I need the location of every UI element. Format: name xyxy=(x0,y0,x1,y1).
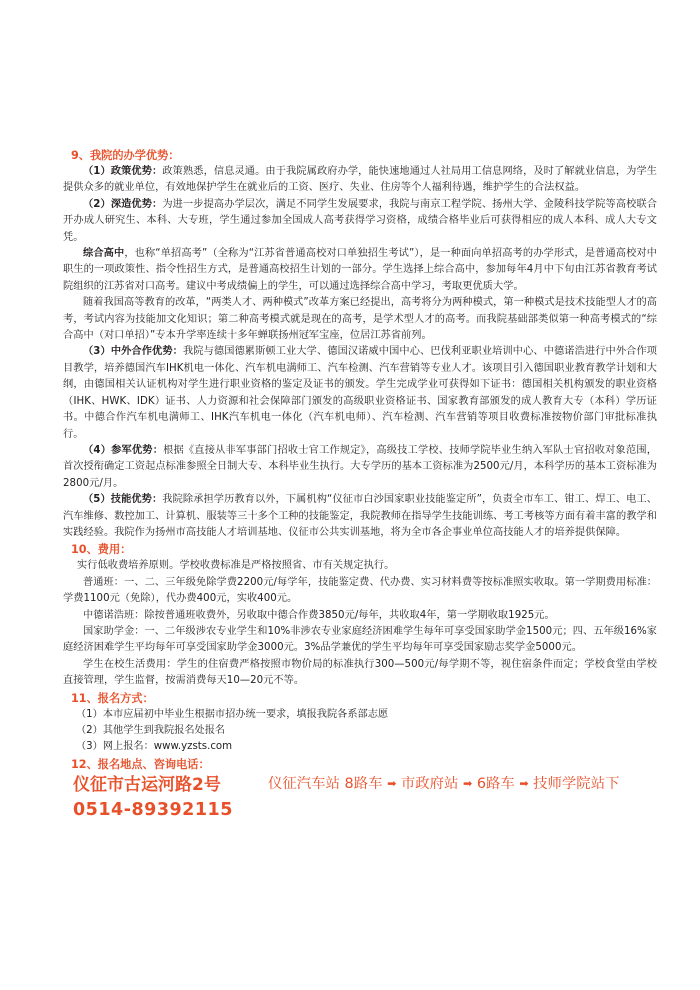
skills-advantage-text: 我院除承担学历教育以外，下属机构“仪征市白沙国家职业技能鉴定所”，负责全市车工、钳工、焊工、电工、汽车维修、数控加工、计算机、服装等三十多个工种的技能鉴定，我院教师在指导学生技能训练、考工考核等方面有着丰富的教学和实践经验。我院作为扬州市高技能人才培训基地、仪征市公共实训基地，将为全市各企事业单位高技能人才的培养提供保障。 xyxy=(63,494,658,538)
school-address: 仪征市古运河路2号 xyxy=(73,774,221,795)
skills-advantage-paragraph xyxy=(63,492,657,541)
route-stop: 市政府站 xyxy=(400,775,459,792)
registration-method-item: （2）其他学生到我院报名处报名 xyxy=(76,725,226,736)
foreign-cooperation-text: 我院与德国德累斯顿工业大学、德国汉诺威中国中心、巴伐利亚职业培训中心、中德诺浩进行中外合作项目教学，培养德国汽车IHK机电一体化、汽车机电满师工、汽车检测、汽车营销等专业人才。该项目引入德国职业教育教学计划和大纲，由德国相关认证机构对学生进行职业资格的鉴定及证书的颁发。学生完成学业可获得如下证书：德国相关机构颁发的职业资格（IHK、HWK、IDK）证书、人力资源和社会保障部门颁发的高级职业资格证书、国家教育部颁发的成人教育大专（本科）学历证书。中德合作汽车机电满师工、IHK汽车机电一体化（汽车机电师）、汽车检测、汽车营销等项目收费标准按物价部门审批标准执行。 xyxy=(63,346,657,440)
fee-principle-paragraph: 实行低收费培养原则。学校收费标准是严格按照省、市有关规定执行。 xyxy=(77,560,395,572)
registration-method-item: （3）网上报名：www.yzsts.com xyxy=(76,741,233,753)
registration-method-item: （1）本市应届初中毕业生根据市招办统一要求，填报我院各系部志愿 xyxy=(76,708,389,720)
address-row xyxy=(63,773,657,797)
further-study-paragraph xyxy=(63,197,657,246)
skills-advantage-label: （5）技能优势： xyxy=(83,494,163,506)
further-study-label: （2）深造优势： xyxy=(83,198,163,210)
bus-route xyxy=(268,773,619,795)
content-area xyxy=(63,147,657,823)
arrow-right-icon: ➡ xyxy=(387,776,397,790)
route-stop: 仪征汽车站 xyxy=(268,775,340,792)
section-11-heading: 11、报名方式： xyxy=(71,691,154,705)
comprehensive-high-school-paragraph xyxy=(63,246,657,295)
policy-advantage-text: 政策熟悉，信息灵通。由于我院属政府办学，能快速地通过人社局用工信息网络，及时了解就业信息，为学生提供众多的就业单位，有效地保护学生在就业后的工资、医疗、失业、住房等个人福利待遇，维护学生的合法权益。 xyxy=(63,166,657,194)
arrow-right-icon: ➡ xyxy=(463,776,473,790)
section-10-heading: 10、费用： xyxy=(71,543,132,557)
arrow-right-icon: ➡ xyxy=(519,776,529,790)
military-advantage-label: （4）参军优势： xyxy=(83,444,164,456)
military-advantage-paragraph xyxy=(63,443,657,492)
education-reform-paragraph: 随着我国高等教育的改革，“两类人才、两种模式”改革方案已经提出，高考将分为两种模式，第一种模式是技术技能型人才的高考，考试内容为技能加文化知识；第二种高考模式就是现在的高考，是学术型人才的高考。而我院基础部类似第一种高考模式的“综合高中（对口单招）”专本升学率连续十多年蝉联扬州冠军宝座，位居江苏省前列。 xyxy=(63,297,657,342)
route-bus: 8路车 xyxy=(344,775,383,792)
route-bus: 6路车 xyxy=(476,775,515,792)
further-study-text: 为进一步提高办学层次，满足不同学生发展要求，我院与南京工程学院、扬州大学、金陵科技学院等高校联合开办成人研究生、本科、大专班，学生通过参加全国成人高考获得学习资格，成绩合格毕业后可获得相应的成人本科、成人大专文凭。 xyxy=(63,198,657,243)
state-grant-paragraph: 国家助学金：一、二年级涉农专业学生和10%非涉农专业家庭经济困难学生每年可享受国家助学金1500元；四、五年级16%家庭经济困难学生平均每年可享受国家助学金3000元。3%品学兼优的学生平均每年可享受国家励志奖学金5000元。 xyxy=(63,625,657,654)
foreign-cooperation-paragraph xyxy=(63,344,657,442)
comprehensive-high-school-text: ，也称“单招高考”（全称为“江苏省普通高校对口单独招生考试”），是一种面向单招高考的办学形式，是普通高校对中职生的一项政策性、指令性招生方式，是普通高校招生计划的一部分。学生选择上综合高中，参加每年4月中下旬由江苏省教育考试院组织的江苏省对口高考。建议中考成绩偏上的学生，可以通过选择综合高中学习，考取更优质大学。 xyxy=(63,248,657,292)
living-cost-paragraph: 学生在校生活费用：学生的住宿费严格按照市物价局的标准执行300—500元/每学期不等，视住宿条件而定；学校食堂由学校直接管理，学生监督，按需消费每天10—20元不等。 xyxy=(63,658,657,687)
consult-phone: 0514-89392115 xyxy=(73,799,233,820)
policy-advantage-paragraph xyxy=(63,164,657,197)
military-advantage-text: 根据《直接从非军事部门招收士官工作规定》，高级技工学校、技师学院毕业生纳入军队士官招收对象范围，首次授衔确定工资起点标准参照全日制大专、本科毕业生执行。大专学历的基本工资标准为2500元/月，本科学历的基本工资标准为2800元/月。 xyxy=(63,444,657,489)
section-12-heading: 12、报名地点、咨询电话： xyxy=(71,757,210,771)
sino-german-class-fee-paragraph: 中德诺浩班：除按普通班收费外，另收取中德合作费3850元/每年，共收取4年，第一学期收取1925元。 xyxy=(83,609,555,621)
foreign-cooperation-label: （3）中外合作优势： xyxy=(83,346,183,358)
regular-class-fee-paragraph: 普通班：一、二、三年级免除学费2200元/每学年，技能鉴定费、代办费、实习材料费等按标准照实收取。第一学期费用标准：学费1100元（免除），代办费400元，实收400元。 xyxy=(63,576,657,605)
comprehensive-high-school-label: 综合高中 xyxy=(83,248,125,260)
policy-advantage-label: （1）政策优势： xyxy=(83,166,163,177)
route-stop: 技师学院站下 xyxy=(533,775,620,792)
section-9-heading: 9、我院的办学优势： xyxy=(71,149,180,162)
